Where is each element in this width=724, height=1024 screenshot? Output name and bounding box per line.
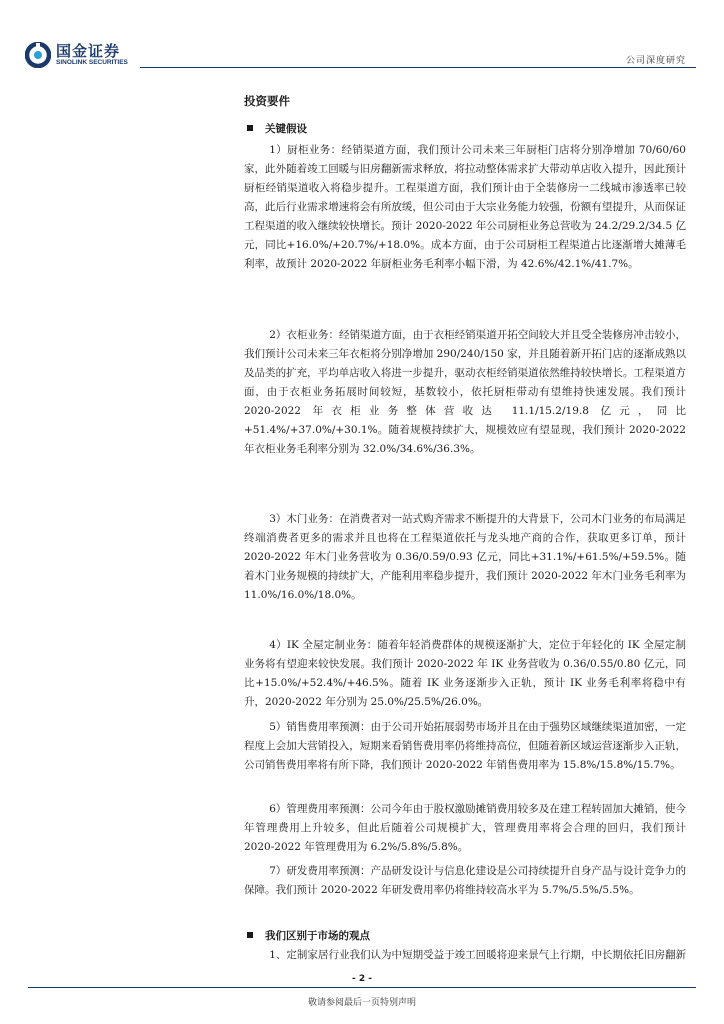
bullet-square-icon (247, 125, 253, 131)
paragraph-wardrobe: 2）衣柜业务：经销渠道方面，由于衣柜经销渠道开拓空间较大并且受全装修房冲击较小，我们预计公司未来三年衣柜将分别净增加 290/240/150 家，并且随着新开拓门店的逐渐成熟以及品类的扩充，平均单店收入将进一步提升，驱动衣柜经销渠道依然维持较快增长。工程渠道方面，由于衣柜业务拓展时间较短，基数较小，依托厨柜带动有望维持快速发展。我们预计 2020-2022 年衣柜业务整体营收达 11.1/15.2/19.8 亿元，同比+51.4%/+37.0%/+30.1%。随着规模持续扩大，规模效应有望显现，我们预计 2020-2022 年衣柜业务毛利率分别为 32.0%/34.6%/36.3%。 (244, 329, 686, 455)
paragraph-rd-expense: 7）研发费用率预测：产品研发设计与信息化建设是公司持续提升自身产品与设计竞争力的保障。我们预计 2020-2022 年研发费用率仍将维持较高水平为 5.7%/5.5%/5.5%。 (244, 865, 686, 896)
section-title: 投资要件 (244, 94, 290, 108)
subsection-key-assumptions (247, 121, 307, 136)
subsection-market-view (247, 928, 370, 943)
header-divider (140, 67, 696, 68)
report-type-label: 公司深度研究 (625, 56, 686, 66)
footer-disclaimer: 敬请参阅最后一页特别声明 (307, 998, 416, 1008)
paragraph-ik-custom: 4）IK 全屋定制业务：随着年轻消费群体的规模逐渐扩大，定位于年轻化的 IK 全屋定制业务将有望迎来较快发展。我们预计 2020-2022 年 IK 业务营收为 0.36/0.55/0.80 亿元，同比+15.0%/+52.4%/+46.5%。随着 IK 业务逐渐步入正轨，预计 IK 业务毛利率将稳中有升，2020-2022 年分别为 25.0%/25.5%/26.0%。 (244, 639, 686, 708)
page-header (0, 0, 724, 72)
subsection-title: 关键假设 (265, 123, 307, 135)
sinolink-logo-icon (25, 42, 51, 68)
brand-name-cn: 国金证券 (56, 42, 121, 60)
paragraph-admin-expense: 6）管理费用率预测：公司今年由于股权激励摊销费用较多及在建工程转固加大摊销，使今年管理费用上升较多，但此后随着公司规模扩大，管理费用率将会合理的回归，我们预计 2020-2022 年管理费用为 6.2%/5.8%/5.8%。 (244, 803, 686, 853)
paragraph-wood-door: 3）木门业务：在消费者对一站式购齐需求不断提升的大背景下，公司木门业务的布局满足终端消费者更多的需求并且也将在工程渠道依托与龙头地产商的合作，获取更多订单，预计 2020-2022 年木门业务营收为 0.36/0.59/0.93 亿元，同比+31.1%/+61.5%/+59.5%。随着木门业务规模的持续扩大，产能利用率稳步提升，我们预计 2020-2022 年木门业务毛利率为 11.0%/16.0%/18.0%。 (244, 513, 686, 601)
footer-divider (28, 987, 696, 988)
paragraph-sales-expense: 5）销售费用率预测：由于公司开始拓展弱势市场并且在由于强势区域继续渠道加密，一定程度上会加大营销投入，短期来看销售费用率仍将维持高位，但随着新区域运营逐渐步入正轨，公司销售费用率将有所下降，我们预计 2020-2022 年销售费用率为 15.8%/15.8%/15.7%。 (244, 721, 686, 771)
page-number: - 2 - (352, 974, 372, 984)
bullet-square-icon (247, 932, 253, 938)
subsection-title: 我们区别于市场的观点 (265, 930, 370, 942)
paragraph-cabinet: 1）厨柜业务：经销渠道方面，我们预计公司未来三年厨柜门店将分别净增加 70/60/60 家，此外随着竣工回暖与旧房翻新需求释放，将拉动整体需求扩大带动单店收入提升，因此预计厨柜经销渠道收入将稳步提升。工程渠道方面，我们预计由于全装修房一二线城市渗透率已较高，此后行业需求增速将会有所放缓，但公司由于大宗业务能力较强，份额有望提升，从而保证工程渠道的收入继续较快增长。预计 2020-2022 年公司厨柜业务总营收为 24.2/29.2/34.5 亿元，同比+16.0%/+20.7%/+18.0%。成本方面，由于公司厨柜工程渠道占比逐渐增大摊薄毛利率，故预计 2020-2022 年厨柜业务毛利率小幅下滑，为 42.6%/42.1%/41.7%。 (244, 144, 686, 270)
brand-name-en: SINOLINK SECURITIES (56, 59, 128, 66)
paragraph-industry-view: 1、定制家居行业我们认为中短期受益于竣工回暖将迎来景气上行期，中长期依托旧房翻新 (269, 949, 686, 961)
